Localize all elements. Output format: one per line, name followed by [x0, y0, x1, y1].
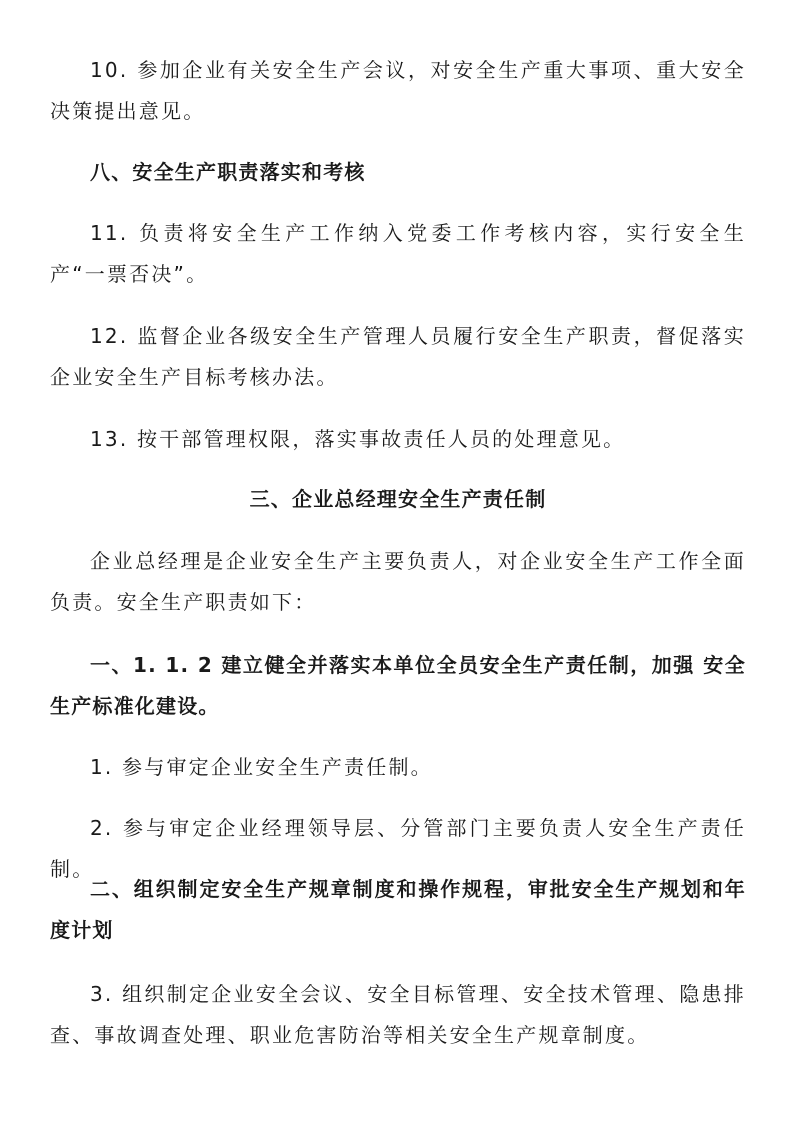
paragraph-item-2: 2. 参与审定企业经理领导层、分管部门主要负责人安全生产责任制。	[50, 816, 746, 881]
paragraph-item-3: 3. 组织制定企业安全会议、安全目标管理、安全技术管理、隐患排查、事故调查处理、职业危害防治等相关安全生产规章制度。	[50, 982, 746, 1047]
paragraph-item-10: 10. 参加企业有关安全生产会议，对安全生产重大事项、重大安全决策提出意见。	[50, 58, 746, 123]
paragraph-item-13: 13. 按干部管理权限，落实事故责任人员的处理意见。	[90, 427, 626, 451]
paragraph-item-1: 1. 参与审定企业安全生产责任制。	[90, 755, 433, 779]
chapter-heading-3: 三、企业总经理安全生产责任制	[249, 487, 547, 511]
paragraph-item-12: 12. 监督企业各级安全生产管理人员履行安全生产职责，督促落实企业安全生产目标考核办法。	[50, 324, 746, 389]
section-heading-8: 八、安全生产职责落实和考核	[90, 160, 366, 184]
intro-paragraph: 企业总经理是企业安全生产主要负责人，对企业安全生产工作全面负责。安全生产职责如下：	[50, 549, 746, 614]
section-heading-1: 一、1. 1. 2 建立健全并落实本单位全员安全生产责任制，加强 安全生产标准化建设。	[50, 653, 746, 718]
section-heading-2: 二、组织制定安全生产规章制度和操作规程，审批安全生产规划和年度计划	[50, 877, 746, 942]
paragraph-item-11: 11. 负责将安全生产工作纳入党委工作考核内容，实行安全生产“一票否决”。	[50, 221, 746, 286]
